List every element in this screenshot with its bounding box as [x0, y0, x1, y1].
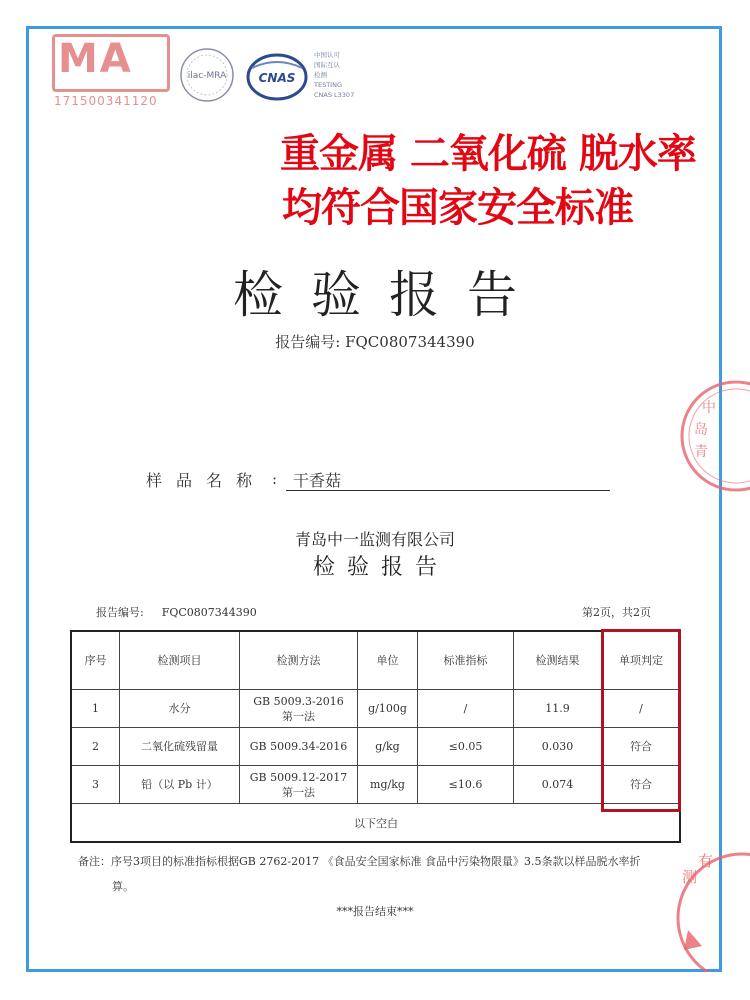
- cell-result: 0.030: [514, 728, 602, 766]
- ilac-logo-text: ilac-MRA: [187, 71, 227, 81]
- results-table: [71, 631, 681, 843]
- svg-text:测: 测: [682, 868, 698, 886]
- header-cell: 检测方法: [240, 632, 358, 690]
- inspection-report-title: 检验报告: [312, 555, 449, 580]
- report-end: ***报告结束***: [336, 905, 414, 918]
- cnas-line: 中国认可: [314, 51, 340, 59]
- cell-method: [240, 690, 358, 728]
- page-info: 第2页，共2页: [582, 606, 651, 619]
- svg-text:有: 有: [698, 852, 714, 870]
- cell-method-line: GB 5009.12-2017: [249, 770, 348, 784]
- header-cell: 单项判定: [602, 632, 681, 690]
- cell-method-line: GB 5009.3-2016: [253, 694, 344, 708]
- cell-method-line: 第一法: [282, 709, 315, 723]
- table-row: [72, 766, 681, 804]
- cell-judgment: 符合: [602, 728, 681, 766]
- seal-stamp-upper: [672, 372, 750, 500]
- cell-unit: mg/kg: [358, 766, 418, 804]
- table-row: [72, 690, 681, 728]
- header-cell: 检测项目: [120, 632, 240, 690]
- cover-title: 检验报告: [233, 266, 545, 324]
- svg-text:岛: 岛: [694, 422, 708, 438]
- company-name: 青岛中一监测有限公司: [294, 530, 455, 549]
- report-number-value: FQC0807344390: [161, 606, 257, 619]
- cell-unit: g/kg: [358, 728, 418, 766]
- cell-standard: ≤10.6: [418, 766, 514, 804]
- banner-line-2: 均符合国家安全标准: [282, 185, 633, 231]
- cnas-line: 检测: [314, 71, 327, 79]
- report-number-label: 报告编号:: [96, 606, 144, 619]
- cell-item: 二氧化硫残留量: [120, 728, 240, 766]
- cma-logo-text: MA: [58, 36, 133, 82]
- cell-item: 水分: [120, 690, 240, 728]
- cell-result: 0.074: [514, 766, 602, 804]
- header-cell: 标准指标: [418, 632, 514, 690]
- sample-name-label: 样品名称: [146, 471, 267, 490]
- cell-result: 11.9: [514, 690, 602, 728]
- cover-report-number: 报告编号: FQC0807344390: [275, 333, 475, 351]
- remarks-line-1: 备注：序号3项目的标准指标根据GB 2762-2017 《食品安全国家标准 食品中污染物限量》3.5条款以样品脱水率折: [78, 855, 641, 868]
- sample-name-colon: :: [272, 470, 278, 488]
- cell-no: 1: [72, 690, 120, 728]
- table-header-row: [72, 632, 681, 690]
- sample-name-underline: [286, 490, 610, 491]
- header-cell: 检测结果: [514, 632, 602, 690]
- cma-number: 171500341120: [54, 94, 158, 108]
- seal-stamp-lower: [668, 838, 750, 972]
- cell-item: 铅（以 Pb 计）: [120, 766, 240, 804]
- cell-method: [240, 766, 358, 804]
- cell-method-line: 第一法: [282, 785, 315, 799]
- cnas-logo: [246, 52, 308, 102]
- cell-method: GB 5009.34-2016: [240, 728, 358, 766]
- cnas-line: CNAS L3307: [314, 91, 355, 99]
- cell-no: 2: [72, 728, 120, 766]
- table-blank-row: [72, 804, 681, 843]
- cell-standard: /: [418, 690, 514, 728]
- cell-no: 3: [72, 766, 120, 804]
- header-cell: 序号: [72, 632, 120, 690]
- svg-text:青: 青: [694, 444, 708, 460]
- cnas-info: [314, 50, 354, 100]
- cell-unit: g/100g: [358, 690, 418, 728]
- cnas-logo-text: CNAS: [258, 71, 296, 85]
- cell-judgment: 符合: [602, 766, 681, 804]
- cell-standard: ≤0.05: [418, 728, 514, 766]
- ilac-mra-logo: [178, 46, 236, 104]
- banner-line-1: 重金属 二氧化硫 脱水率: [280, 131, 696, 177]
- blank-note: 以下空白: [72, 804, 681, 843]
- svg-text:中: 中: [702, 400, 716, 416]
- sample-name-value: 干香菇: [293, 471, 342, 490]
- cnas-line: 国际互认: [314, 61, 340, 69]
- cnas-line: TESTING: [314, 81, 342, 89]
- header-cell: 单位: [358, 632, 418, 690]
- report-number-row: [96, 604, 257, 620]
- table-row: [72, 728, 681, 766]
- cell-judgment: /: [602, 690, 681, 728]
- remarks-line-2: 算。: [112, 880, 134, 893]
